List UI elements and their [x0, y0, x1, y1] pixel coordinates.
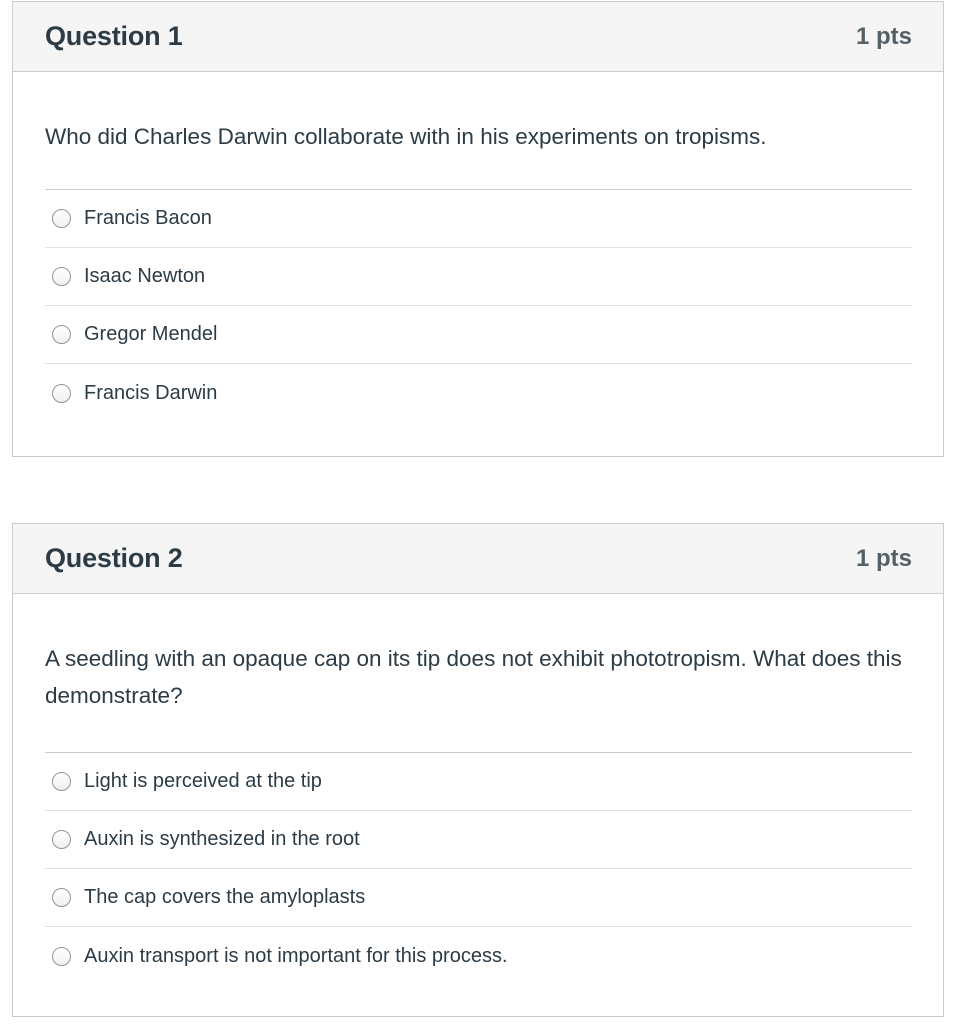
question-card-2	[12, 523, 944, 1017]
answer-option[interactable]	[45, 248, 912, 306]
answer-option[interactable]	[45, 811, 912, 869]
question-header	[13, 524, 943, 594]
answer-option[interactable]	[45, 753, 912, 811]
question-points: 1 pts	[855, 544, 912, 572]
radio-button[interactable]	[52, 772, 71, 791]
answer-label[interactable]: Francis Bacon	[84, 207, 212, 229]
answer-label[interactable]: Auxin is synthesized in the root	[84, 828, 360, 850]
radio-button[interactable]	[52, 947, 71, 966]
radio-button[interactable]	[52, 830, 71, 849]
question-body	[13, 594, 943, 985]
answer-label[interactable]: Francis Darwin	[84, 381, 218, 404]
question-body	[13, 72, 943, 422]
question-title: Question 2	[45, 543, 183, 573]
answer-list	[45, 189, 912, 422]
answer-option[interactable]	[45, 869, 912, 927]
question-title: Question 1	[45, 21, 183, 51]
question-points: 1 pts	[855, 22, 912, 50]
answer-label[interactable]: Light is perceived at the tip	[84, 770, 322, 792]
answer-option[interactable]	[45, 190, 912, 248]
radio-button[interactable]	[52, 267, 71, 286]
answer-label[interactable]: Gregor Mendel	[84, 323, 218, 345]
question-card-1	[12, 1, 944, 457]
radio-button[interactable]	[52, 209, 71, 228]
radio-button[interactable]	[52, 888, 71, 907]
question-header	[13, 2, 943, 72]
answer-label[interactable]: Isaac Newton	[84, 265, 206, 287]
answer-option[interactable]	[45, 306, 912, 364]
answer-option[interactable]	[45, 364, 912, 422]
radio-button[interactable]	[52, 384, 71, 403]
radio-button[interactable]	[52, 325, 71, 344]
answer-option[interactable]	[45, 927, 912, 985]
answer-label[interactable]: Auxin transport is not important for this process.	[84, 944, 508, 967]
question-text: A seedling with an opaque cap on its tip does not exhibit phototropism. What does this demonstrate?	[45, 646, 902, 708]
question-text: Who did Charles Darwin collaborate with in his experiments on tropisms.	[45, 124, 767, 149]
answer-label[interactable]: The cap covers the amyloplasts	[84, 886, 366, 908]
answer-list	[45, 752, 912, 985]
